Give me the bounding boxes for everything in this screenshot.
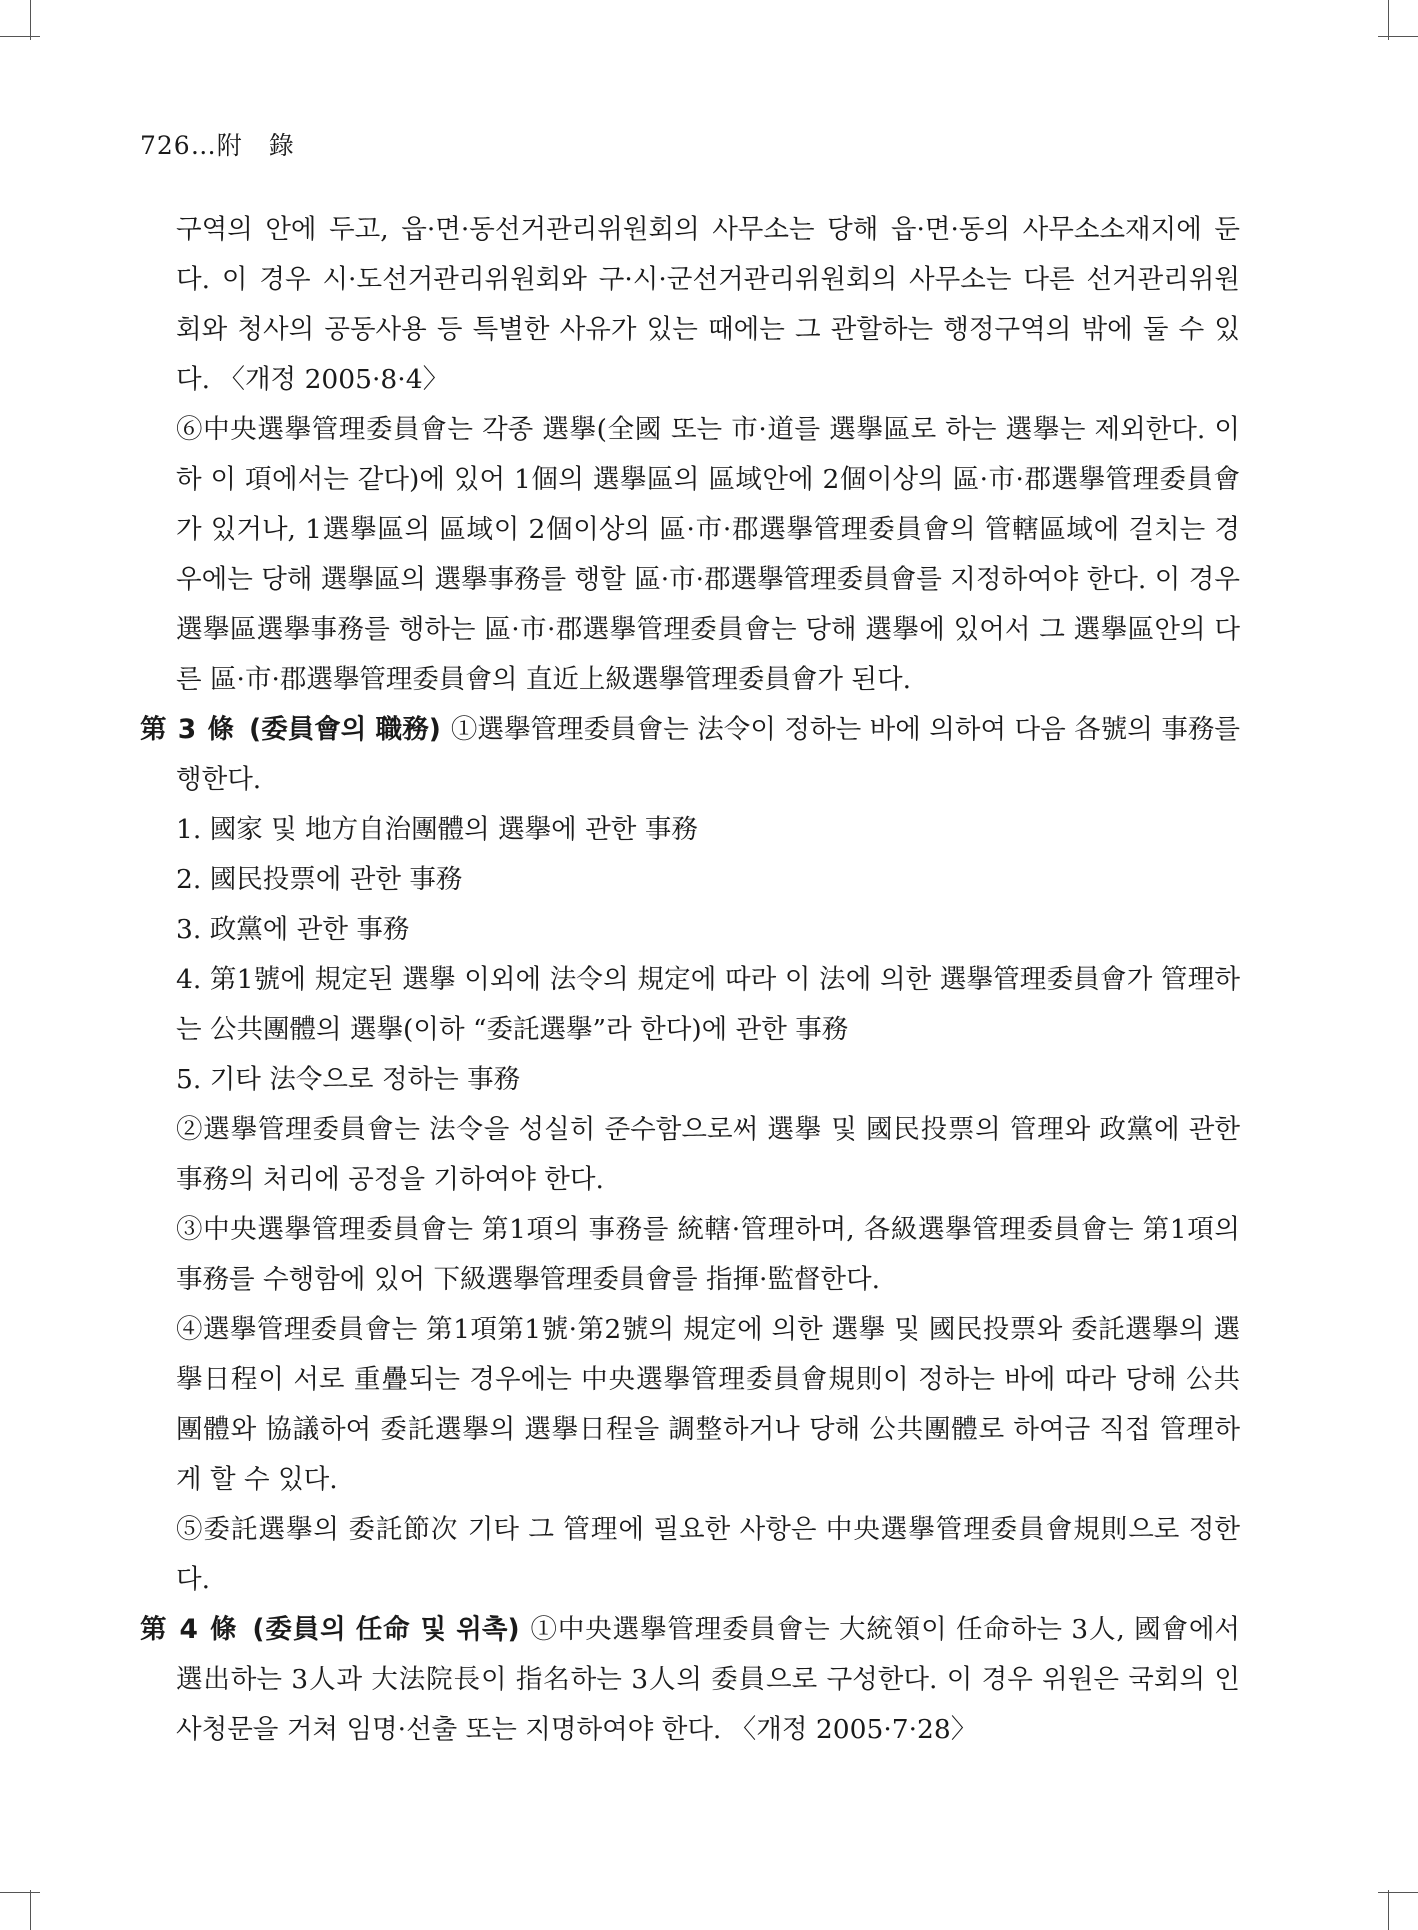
- crop-mark: [1388, 1890, 1389, 1930]
- list-item: 3. 政黨에 관한 事務: [176, 914, 410, 945]
- crop-mark: [0, 36, 40, 37]
- crop-mark: [1378, 1892, 1418, 1893]
- crop-mark: [0, 1892, 40, 1893]
- paragraph: 구역의 안에 두고, 읍·면·동선거관리위원회의 사무소는 당해 읍·면·동의 사무소소재지에 둔다. 이 경우 시·도선거관리위원회와 구·시·군선거관리위원회의 사무소는 다른 선거관리위원회와 청사의 공동사용 등 특별한 사유가 있는 때에는 그 관할하는 행정구역의 밖에 둘 수 있다. 〈개정 2005·8·4〉: [176, 214, 1240, 395]
- article-title: (委員의 任命 및 위촉): [252, 1614, 520, 1645]
- document-body: [140, 205, 1241, 1755]
- article-3: [140, 705, 1241, 805]
- article-label: 第 3 條: [140, 714, 236, 745]
- paragraph: ⑥中央選擧管理委員會는 각종 選擧(全國 또는 市·道를 選擧區로 하는 選擧는 제외한다. 이하 이 項에서는 같다)에 있어 1個의 選擧區의 區域안에 2個이상의 區·市·郡選擧管理委員會가 있거나, 1選擧區의 區域이 2個이상의 區·市·郡選擧管理委員會의 管轄區域에 걸치는 경우에는 당해 選擧區의 選擧事務를 행할 區·市·郡選擧管理委員會를 지정하여야 한다. 이 경우 選擧區選擧事務를 행하는 區·市·郡選擧管理委員會는 당해 選擧에 있어서 그 選擧區안의 다른 區·市·郡選擧管理委員會의 直近上級選擧管理委員會가 된다.: [176, 414, 1240, 695]
- paragraph: ⑤委託選擧의 委託節次 기타 그 管理에 필요한 사항은 中央選擧管理委員會規則으로 정한다.: [176, 1514, 1240, 1595]
- article-title: (委員會의 職務): [249, 714, 441, 745]
- crop-mark: [30, 1890, 31, 1930]
- crop-mark: [1378, 36, 1418, 37]
- article-text: ①中央選擧管理委員會는 大統領이 任命하는 3人, 國會에서 選出하는 3人과 大法院長이 指名하는 3人의 委員으로 구성한다. 이 경우 위원은 국회의 인사청문을 거쳐 임명·선출 또는 지명하여야 한다. 〈개정 2005·7·28〉: [176, 1614, 1241, 1745]
- page-header: 726…附 錄: [140, 131, 295, 160]
- list-item: 1. 國家 및 地方自治團體의 選擧에 관한 事務: [176, 814, 698, 845]
- crop-mark: [30, 0, 31, 40]
- list-item: 4. 第1號에 規定된 選擧 이외에 法令의 規定에 따라 이 法에 의한 選擧管理委員會가 管理하는 公共團體의 選擧(이하 “委託選擧”라 한다)에 관한 事務: [176, 964, 1240, 1045]
- article-text: ①選擧管理委員會는 法令이 정하는 바에 의하여 다음 各號의 事務를 행한다.: [176, 714, 1241, 795]
- paragraph: ②選擧管理委員會는 法令을 성실히 준수함으로써 選擧 및 國民投票의 管理와 政黨에 관한 事務의 처리에 공정을 기하여야 한다.: [176, 1114, 1240, 1195]
- article-label: 第 4 條: [140, 1614, 239, 1645]
- paragraph: ③中央選擧管理委員會는 第1項의 事務를 統轄·管理하며, 各級選擧管理委員會는 第1項의 事務를 수행함에 있어 下級選擧管理委員會를 指揮·監督한다.: [176, 1214, 1240, 1295]
- article-4: [140, 1605, 1241, 1755]
- crop-mark: [1388, 0, 1389, 40]
- paragraph: ④選擧管理委員會는 第1項第1號·第2號의 規定에 의한 選擧 및 國民投票와 委託選擧의 選擧日程이 서로 重疊되는 경우에는 中央選擧管理委員會規則이 정하는 바에 따라 당해 公共團體와 協議하여 委託選擧의 選擧日程을 調整하거나 당해 公共團體로 하여금 직접 管理하게 할 수 있다.: [176, 1314, 1240, 1495]
- list-item: 2. 國民投票에 관한 事務: [176, 864, 463, 895]
- list-item: 5. 기타 法令으로 정하는 事務: [176, 1064, 521, 1095]
